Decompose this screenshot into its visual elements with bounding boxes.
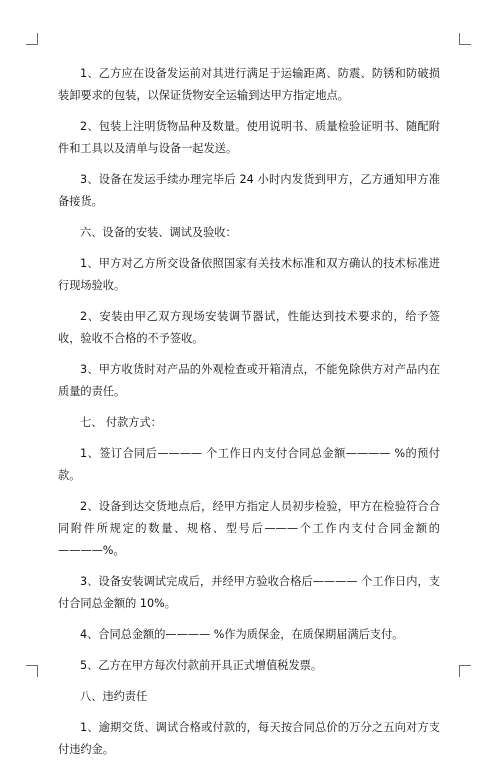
paragraph-penalty: 1、逾期交货、调试合格或付款的，每天按合同总价的万分之五向对方支付违约金。: [58, 721, 440, 756]
paragraph-acceptance: 1、甲方对乙方所交设备依照国家有关技术标准和双方确认的技术标准进行现场验收。: [58, 257, 440, 292]
paragraph-inspection: 3、甲方收货时对产品的外观检查或开箱清点，不能免除供方对产品内在质量的责任。: [58, 363, 440, 398]
crop-mark-top-left: [26, 33, 38, 45]
paragraph-shipping: 3、设备在发运手续办理完毕后 24 小时内发货到甲方，乙方通知甲方准备接货。: [58, 173, 440, 208]
paragraph-final-payment: 3、设备安装调试完成后，并经甲方验收合格后———— 个工作日内，支付合同总金额的 10%。: [58, 575, 440, 610]
paragraph-labeling: 2、包装上注明货物品种及数量。使用说明书、质量检验证明书、随配附件和工具以及清单与设备一起发送。: [58, 120, 440, 155]
crop-mark-bottom-right: [459, 665, 471, 677]
paragraph-delivery-payment: 2、设备到达交货地点后，经甲方指定人员初步检验，甲方在检验符合合同附件所规定的数量、规格、型号后———个工作内支付合同金额的 ————%。: [58, 500, 440, 557]
document-body: [58, 63, 440, 770]
crop-mark-top-right: [459, 33, 471, 45]
paragraph-installation-test: 2、安装由甲乙双方现场安装调节器试，性能达到技术要求的，给予签收，验收不合格的不予签收。: [58, 310, 440, 345]
paragraph-invoice: 5、乙方在甲方每次付款前开具正式增值税发票。: [80, 659, 323, 672]
section-heading-installation: 六、设备的安装、调试及验收：: [80, 226, 237, 239]
crop-mark-bottom-left: [26, 665, 38, 677]
section-heading-payment: 七、 付款方式：: [80, 416, 162, 429]
paragraph-warranty-deposit: 4、合同总金额的———— %作为质保金，在质保期届满后支付。: [80, 628, 404, 641]
paragraph-packaging: 1、乙方应在设备发运前对其进行满足于运输距离、防震、防锈和防破损装卸要求的包装，以保证货物安全运输到达甲方指定地点。: [58, 67, 440, 102]
section-heading-liability: 八、违约责任: [80, 690, 148, 703]
paragraph-advance-payment: 1、签订合同后———— 个工作日内支付合同总金额———— %的预付款。: [58, 447, 440, 482]
